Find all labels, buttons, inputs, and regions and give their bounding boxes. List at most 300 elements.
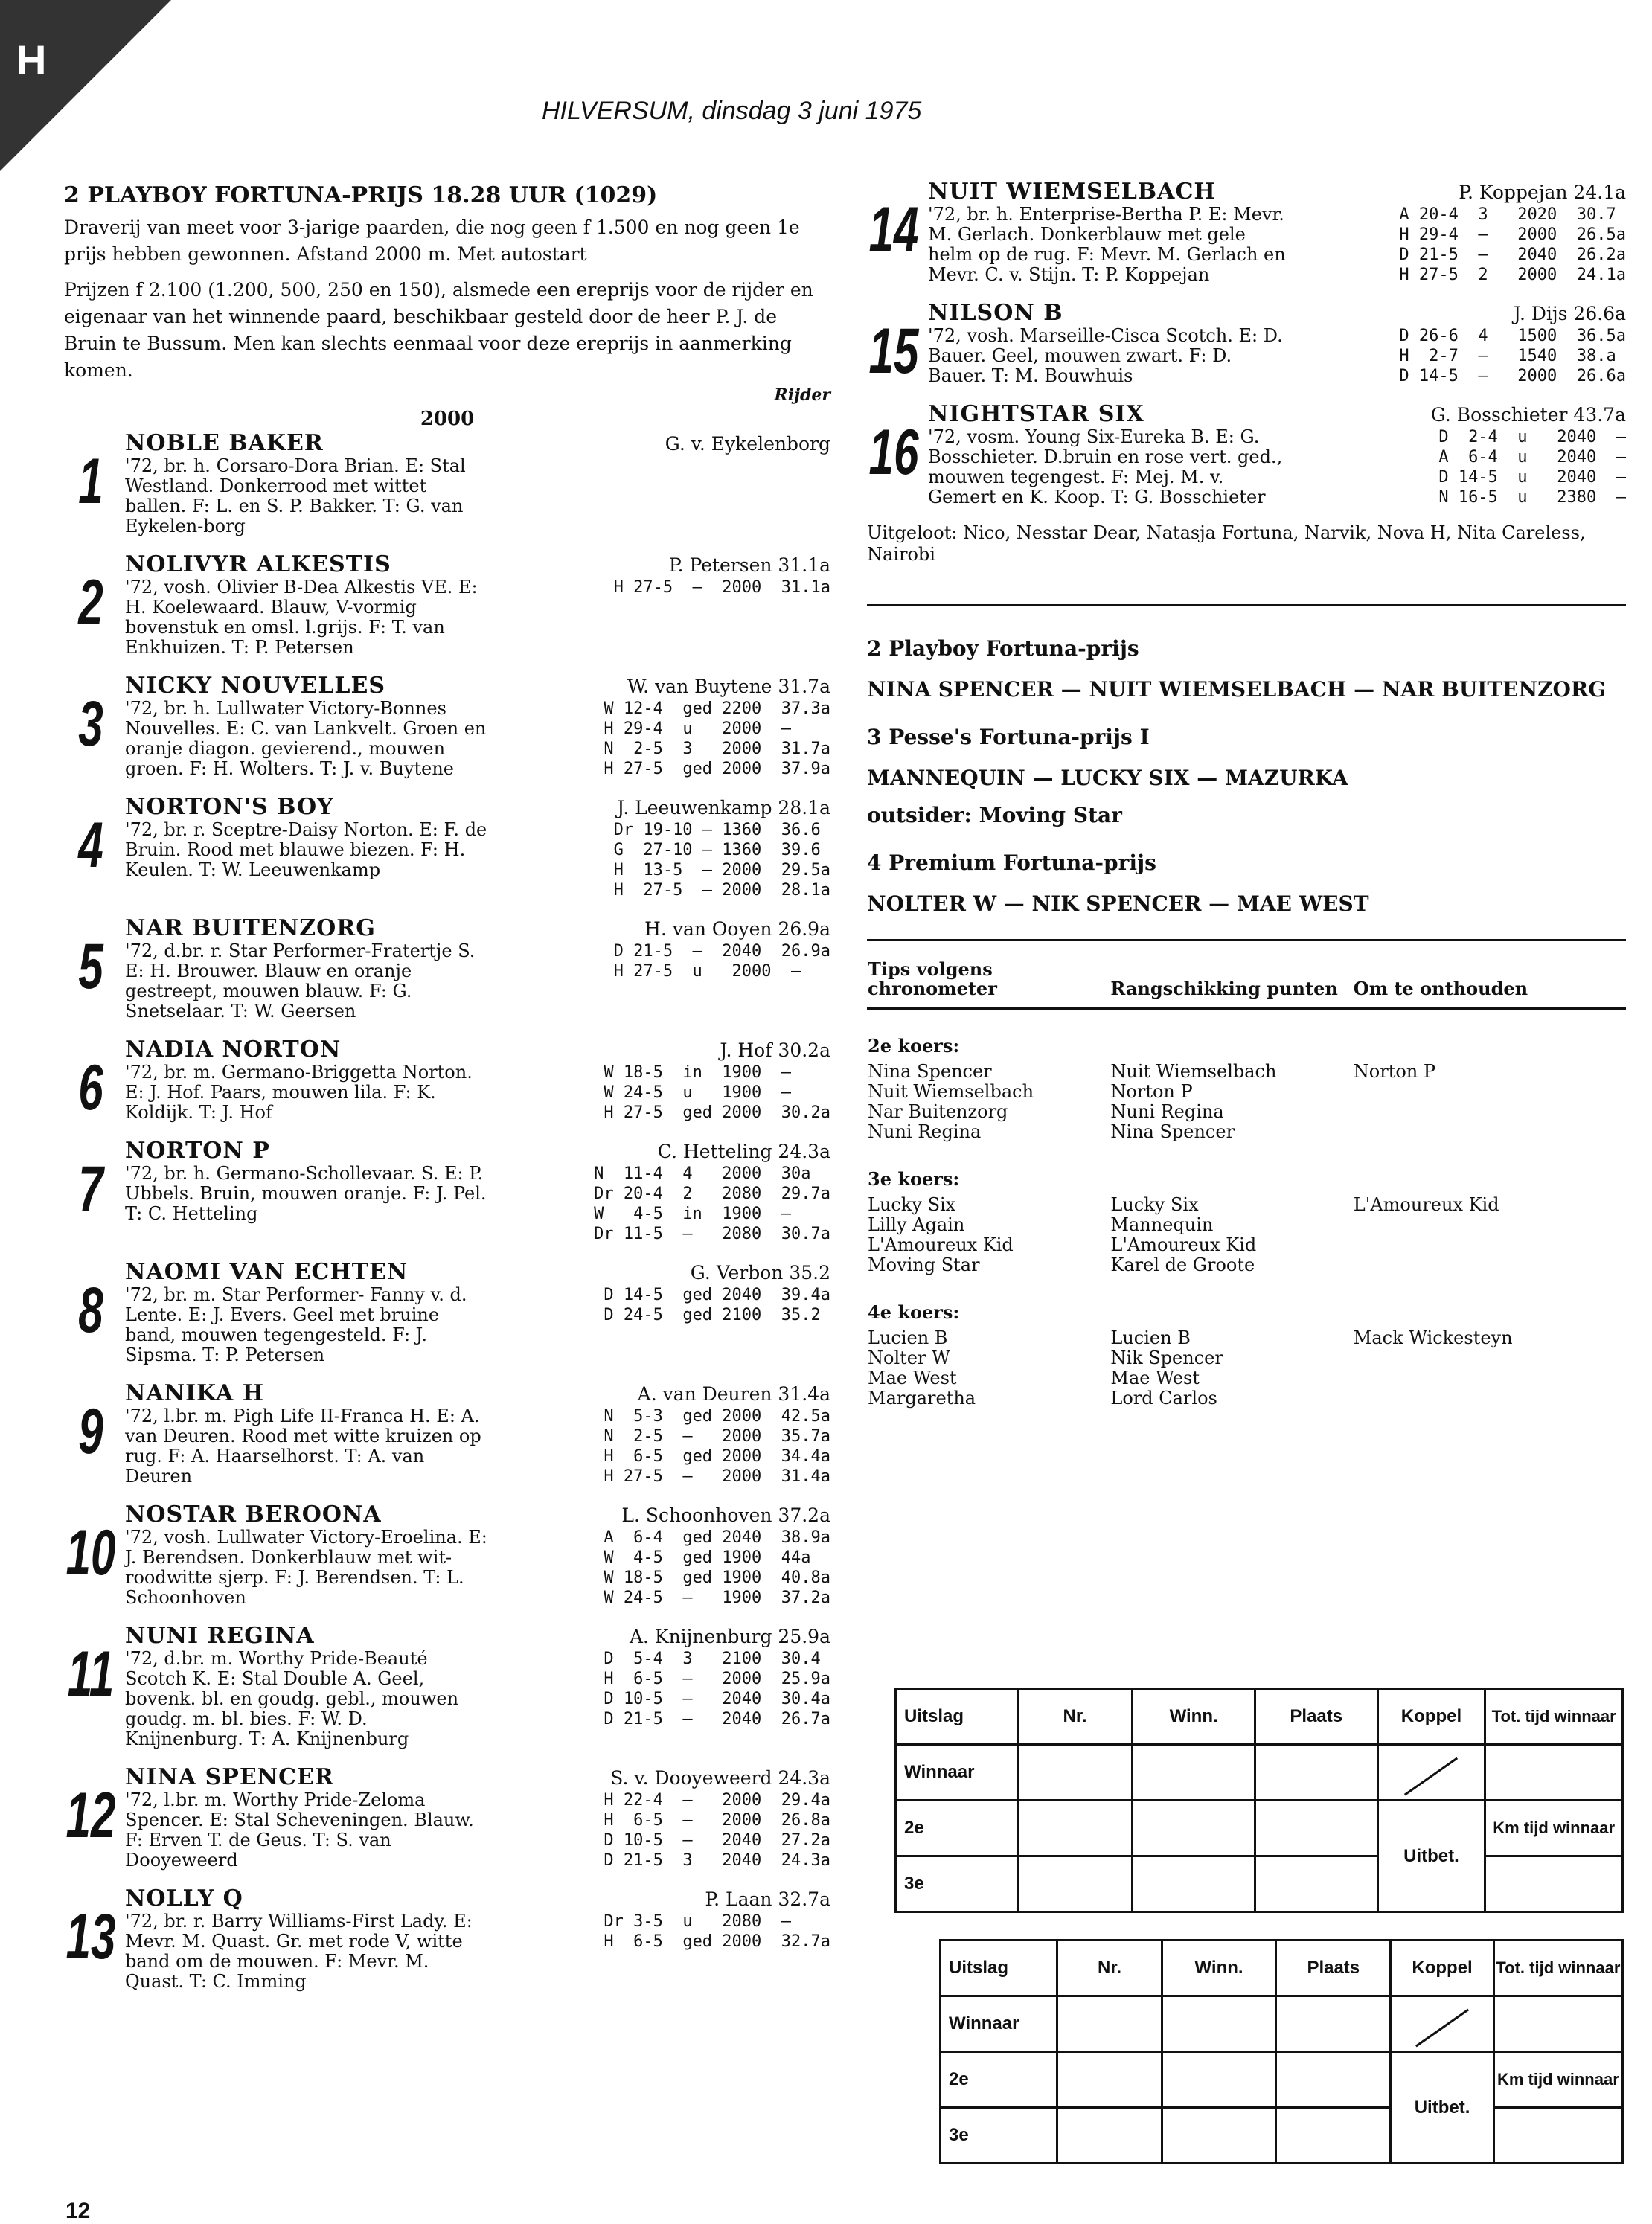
result-row-label: Winnaar	[896, 1745, 1018, 1801]
tip-outsider: outsider: Moving Star	[867, 803, 1122, 827]
horse-name: NORTON'S BOY	[125, 794, 334, 820]
performance-line: W 12-4 ged 2200 37.3a	[604, 699, 830, 718]
result-empty-cell	[1255, 1856, 1377, 1912]
rider-name: A. Knijnenburg 25.9a	[629, 1626, 830, 1647]
tips-col-chrono: Tips volgens chronometer	[867, 959, 1110, 1009]
horse-entry	[64, 1380, 830, 1487]
koers-row	[867, 1327, 1626, 1409]
result-row-label: 2e	[941, 2052, 1057, 2108]
performance-line: H 27-5 ged 2000 37.9a	[604, 760, 830, 778]
result-empty-cell	[1276, 1996, 1391, 2052]
horse-name: NADIA NORTON	[125, 1036, 342, 1063]
horse-name: NUNI REGINA	[125, 1623, 315, 1649]
right-column	[867, 179, 1626, 1409]
result-empty-cell	[1057, 2108, 1162, 2164]
slash-mark	[1404, 1757, 1458, 1796]
entry-header	[125, 1502, 830, 1528]
onthouden-tip: L'Amoureux Kid	[1353, 1194, 1499, 1215]
tips-col-punten: Rangschikking punten	[1110, 959, 1352, 1009]
performance-line: A 6-4 u 2040 —	[1438, 448, 1626, 467]
horse-description: '72, l.br. m. Worthy Pride-Zeloma Spencer. E: Stal Scheveningen. Blauw. F: Erven T. de Geus. T: S. van Dooyeweerd	[125, 1789, 474, 1871]
horse-entry	[64, 430, 830, 536]
entry-number: 7	[78, 1153, 103, 1225]
performance-line: H 22-4 — 2000 29.4a	[604, 1791, 830, 1810]
onthouden-tip: Mack Wickesteyn	[1353, 1327, 1513, 1348]
entry-body	[928, 326, 1626, 386]
performance-list	[604, 1406, 830, 1487]
tip-name: Nar Buitenzorg	[868, 1101, 1008, 1122]
result-empty-cell	[1276, 2052, 1391, 2108]
page-header: HILVERSUM, dinsdag 3 juni 1975	[542, 97, 922, 125]
koppel-slash-cell	[1391, 1996, 1493, 2052]
performance-list	[1399, 326, 1626, 386]
tip-name: Lilly Again	[868, 1214, 965, 1235]
km-tijd-label: Km tijd winnaar	[1485, 1801, 1623, 1856]
performance-line: D 21-5 — 2040 26.7a	[604, 1710, 830, 1728]
koers-label-row	[867, 1143, 1626, 1194]
horse-name: NAR BUITENZORG	[125, 915, 376, 941]
horse-description: '72, vosh. Lullwater Victory-Eroelina. E: J. Berendsen. Donkerblauw met wit-roodwitte sjerp. F: J. Berendsen. T: L. Schoonhoven	[125, 1527, 487, 1608]
result-header-cell: Nr.	[1057, 1941, 1162, 1996]
performance-line: H 6-5 ged 2000 32.7a	[604, 1932, 830, 1951]
entry-number: 8	[78, 1275, 103, 1346]
performance-line: H 13-5 — 2000 29.5a	[613, 861, 830, 879]
performance-list	[614, 941, 830, 1022]
tips-table-header	[867, 959, 1626, 1009]
performance-list	[604, 699, 830, 779]
rider-name: G. Bosschieter 43.7a	[1430, 404, 1626, 426]
entry-header	[125, 1138, 830, 1164]
horse-entry	[64, 1138, 830, 1244]
horse-description: '72, vosm. Young Six-Eureka B. E: G. Bosschieter. D.bruin en rose vert. ged., mouwen tegengest. F: Mej. M. v. Gemert en K. Koop. T: G. Bosschieter	[928, 426, 1283, 507]
entries-list-right	[867, 179, 1626, 507]
rijder-label: Rijder	[774, 385, 830, 405]
koers-row	[867, 1061, 1626, 1143]
result-empty-cell	[1162, 1996, 1275, 2052]
horse-description: '72, br. h. Germano-Schollevaar. S. E: P. Ubbels. Bruin, mouwen oranje. F: J. Pel. T: C. Hetteling	[125, 1163, 487, 1224]
result-empty-cell	[1133, 1856, 1255, 1912]
divider	[867, 604, 1626, 606]
entry-header	[125, 1764, 830, 1790]
race-title: 2 PLAYBOY FORTUNA-PRIJS 18.28 UUR (1029)	[64, 182, 658, 208]
horse-description: '72, br. m. Star Performer- Fanny v. d. Lente. E: J. Evers. Geel met bruine band, mouwen tegengesteld. F: J. Sipsma. T: P. Petersen	[125, 1284, 467, 1365]
slash-mark	[1415, 2009, 1469, 2048]
performance-line: D 24-5 ged 2100 35.2	[604, 1306, 821, 1324]
rider-name: P. Petersen 31.1a	[668, 554, 830, 576]
tip-name: Lucien B	[868, 1327, 948, 1348]
horse-description: '72, br. h. Lullwater Victory-Bonnes Nouvelles. E: C. van Lankvelt. Groen en oranje diagon. gevierend., mouwen groen. F: H. Wolters. T: J. v. Buytene	[125, 698, 487, 779]
result-empty-cell	[1485, 1856, 1623, 1912]
performance-line: D 21-5 — 2040 26.9a	[613, 942, 830, 961]
performance-list	[614, 820, 830, 900]
horse-name: NOLIVYR ALKESTIS	[125, 551, 391, 577]
result-row	[896, 1745, 1623, 1801]
performance-line: H 27-5 — 2000 28.1a	[613, 881, 830, 900]
result-row	[941, 2052, 1623, 2108]
result-row-label: 3e	[941, 2108, 1057, 2164]
entry-number: 16	[868, 417, 919, 488]
tips-table-body	[867, 1009, 1626, 1410]
race-intro	[64, 214, 830, 384]
horse-description: '72, d.br. r. Star Performer-Fratertje S. E: H. Brouwer. Blauw en oranje gestreept, mouwen blauw. F: G. Snetselaar. T: W. Geersen	[125, 940, 476, 1022]
horse-name: NICKY NOUVELLES	[125, 673, 386, 699]
result-row	[941, 2108, 1623, 2164]
koers-label: 2e koers:	[868, 1035, 960, 1057]
tip-name: Margaretha	[868, 1388, 976, 1409]
horse-entry	[64, 673, 830, 779]
performance-list	[604, 1528, 830, 1608]
horse-name: NILSON B	[928, 300, 1063, 326]
performance-line: H 6-5 ged 2000 34.4a	[604, 1447, 830, 1466]
tip-name: Lucky Six	[868, 1194, 956, 1215]
rider-name: L. Schoonhoven 37.2a	[621, 1504, 830, 1526]
performance-line: W 24-5 u 1900 —	[604, 1083, 792, 1102]
result-header-cell: Koppel	[1377, 1689, 1485, 1745]
left-column	[64, 182, 830, 2007]
horse-entry	[64, 1885, 830, 1992]
tip-name: Lord Carlos	[1110, 1388, 1217, 1409]
horse-description: '72, d.br. m. Worthy Pride-Beauté Scotch K. E: Stal Double A. Geel, bovenk. bl. en goudg. gebl., mouwen goudg. m. bl. bies. F: W. D. Knijnenburg. T: A. Knijnenburg	[125, 1648, 459, 1749]
horse-name: NANIKA H	[125, 1380, 265, 1406]
result-empty-cell	[1485, 1745, 1623, 1801]
rider-name: P. Laan 32.7a	[705, 1888, 830, 1910]
tip-name: L'Amoureux Kid	[868, 1234, 1014, 1255]
result-empty-cell	[1255, 1745, 1377, 1801]
koers-label-row	[867, 1276, 1626, 1327]
result-header-cell: Nr.	[1017, 1689, 1133, 1745]
performance-line: W 18-5 ged 1900 40.8a	[604, 1568, 830, 1587]
result-header-cell: Plaats	[1276, 1941, 1391, 1996]
entry-body	[125, 1164, 830, 1244]
chrono-tips	[867, 1194, 1110, 1276]
horse-description: '72, br. m. Germano-Briggetta Norton. E: J. Hof. Paars, mouwen lila. F: K. Koldijk. T: J. Hof	[125, 1062, 473, 1123]
performance-line: Dr 19-10 — 1360 36.6	[613, 821, 821, 839]
entry-number: 1	[78, 446, 103, 517]
result-empty-cell	[1017, 1745, 1133, 1801]
tip-race-picks: NINA SPENCER — NUIT WIEMSELBACH — NAR BUITENZORG	[867, 677, 1607, 702]
entries-list	[64, 430, 830, 1992]
tips-col-onthouden: Om te onthouden	[1353, 959, 1626, 1009]
performance-line: H 27-5 — 2000 31.1a	[613, 578, 830, 597]
result-header-cell: Winn.	[1162, 1941, 1275, 1996]
tip-name: Nuit Wiemselbach	[1110, 1061, 1277, 1082]
performance-line: Dr 20-4 2 2080 29.7a	[594, 1185, 830, 1203]
performance-line: Dr 3-5 u 2080 —	[604, 1912, 792, 1931]
entry-header	[928, 179, 1626, 205]
koers-row	[867, 1194, 1626, 1276]
horse-name: NOSTAR BEROONA	[125, 1502, 382, 1528]
horse-name: NAOMI VAN ECHTEN	[125, 1259, 409, 1285]
punten-tips	[1110, 1194, 1352, 1276]
performance-line: H 27-5 u 2000 —	[613, 962, 801, 981]
entry-body	[125, 1911, 830, 1992]
horse-entry	[64, 1502, 830, 1608]
tip-name: Karel de Groote	[1110, 1254, 1255, 1275]
result-row	[941, 1996, 1623, 2052]
entry-body	[125, 1285, 830, 1365]
tip-name: Nina Spencer	[1110, 1121, 1235, 1142]
result-empty-cell	[1162, 2052, 1275, 2108]
result-table-1	[894, 1688, 1624, 1913]
corner-tab	[0, 0, 171, 171]
entry-header	[125, 794, 830, 820]
uitgeloot-text: Uitgeloot: Nico, Nesstar Dear, Natasja Fortuna, Narvik, Nova H, Nita Careless, Nairobi	[867, 522, 1586, 565]
performance-line: D 10-5 — 2040 30.4a	[604, 1690, 830, 1708]
tips-table	[867, 959, 1626, 1409]
rider-name: J. Leeuwenkamp 28.1a	[617, 797, 830, 818]
entry-body	[125, 820, 830, 900]
result-empty-cell	[1057, 2052, 1162, 2108]
tip-name: Nuit Wiemselbach	[868, 1081, 1034, 1102]
tip-name: Lucky Six	[1110, 1194, 1199, 1215]
tip-name: Nuni Regina	[1110, 1101, 1224, 1122]
koers-label: 3e koers:	[868, 1168, 960, 1190]
performance-line: H 27-5 ged 2000 30.2a	[604, 1103, 830, 1122]
performance-line: N 5-3 ged 2000 42.5a	[604, 1407, 830, 1426]
performance-line: H 27-5 — 2000 31.4a	[604, 1467, 830, 1486]
entry-header	[125, 430, 830, 456]
result-header-cell: Uitslag	[896, 1689, 1018, 1745]
performance-line: D 14-5 — 2000 26.6a	[1399, 367, 1626, 385]
result-header-row	[941, 1941, 1623, 1996]
entry-body	[125, 1790, 830, 1871]
rider-name: W. van Buytene 31.7a	[627, 676, 830, 697]
entry-number: 3	[78, 688, 103, 760]
tip-name: Mae West	[1110, 1368, 1200, 1388]
result-empty-cell	[1493, 1996, 1622, 2052]
horse-entry	[64, 915, 830, 1022]
performance-line: N 16-5 u 2380 —	[1438, 488, 1626, 507]
entry-header	[125, 551, 830, 577]
page-number: 12	[65, 2199, 91, 2223]
performance-line: H 6-5 — 2000 26.8a	[604, 1811, 830, 1830]
performance-line: N 2-5 3 2000 31.7a	[604, 740, 830, 758]
performance-line: D 21-5 3 2040 24.3a	[604, 1851, 830, 1870]
entry-number: 4	[78, 810, 103, 881]
tip-name: Nuni Regina	[868, 1121, 982, 1142]
performance-line: H 27-5 2 2000 24.1a	[1399, 266, 1626, 284]
entry-header	[928, 300, 1626, 326]
tip-name: Moving Star	[868, 1254, 980, 1275]
performance-line: H 29-4 u 2000 —	[604, 720, 792, 738]
performance-line: N 2-5 — 2000 35.7a	[604, 1427, 830, 1446]
entry-header	[125, 1885, 830, 1911]
performance-line: G 27-10 — 1360 39.6	[613, 841, 821, 859]
performance-line: H 6-5 — 2000 25.9a	[604, 1670, 830, 1688]
corner-letter: H	[16, 36, 47, 83]
horse-entry	[64, 1764, 830, 1871]
result-row	[896, 1801, 1623, 1856]
horse-entry	[64, 1623, 830, 1749]
result-empty-cell	[1255, 1801, 1377, 1856]
horse-description: '72, vosh. Olivier B-Dea Alkestis VE. E: H. Koelewaard. Blauw, V-vormig bovenstuk en omsl. l.grijs. F: T. van Enkhuizen. T: P. Petersen	[125, 577, 478, 658]
horse-name: NOLLY Q	[125, 1885, 243, 1911]
result-row	[896, 1856, 1623, 1912]
result-empty-cell	[1162, 2108, 1275, 2164]
performance-list	[614, 577, 830, 658]
performance-line: H 29-4 — 2000 26.5a	[1399, 225, 1626, 244]
horse-entry	[64, 551, 830, 658]
horse-entry	[64, 1036, 830, 1123]
uitbet-label: Uitbet.	[1391, 2052, 1493, 2164]
performance-line: D 26-6 4 1500 36.5a	[1399, 327, 1626, 345]
chrono-tips	[867, 1061, 1110, 1143]
performance-list	[604, 1790, 830, 1871]
performance-list	[604, 1285, 830, 1365]
tip-name: Nolter W	[868, 1347, 950, 1368]
result-row-label: 2e	[896, 1801, 1018, 1856]
horse-description: '72, l.br. m. Pigh Life II-Franca H. E: A. van Deuren. Rood met witte kruizen op rug. F: A. Haarselhorst. T: A. van Deuren	[125, 1406, 481, 1487]
result-empty-cell	[1017, 1801, 1133, 1856]
entry-body	[928, 205, 1626, 285]
tip-name: Mannequin	[1110, 1214, 1214, 1235]
performance-line: D 5-4 3 2100 30.4	[604, 1650, 821, 1668]
horse-description: '72, br. h. Enterprise-Bertha P. E: Mevr. M. Gerlach. Donkerblauw met gele helm op de rug. F: Mevr. M. Gerlach en Mevr. C. v. Stijn. T: P. Koppejan	[928, 204, 1286, 285]
horse-name: NORTON P	[125, 1138, 270, 1164]
tip-race-picks: MANNEQUIN — LUCKY SIX — MAZURKA	[867, 766, 1348, 790]
horse-entry	[64, 1259, 830, 1365]
horse-description: '72, vosh. Marseille-Cisca Scotch. E: D. Bauer. Geel, mouwen zwart. F: D. Bauer. T: M. Bouwhuis	[928, 325, 1283, 386]
performance-line: A 6-4 ged 2040 38.9a	[604, 1528, 830, 1547]
performance-line: W 24-5 — 1900 37.2a	[604, 1589, 830, 1607]
horse-description: '72, br. h. Corsaro-Dora Brian. E: Stal Westland. Donkerrood met wittet ballen. F: L. en S. P. Bakker. T: G. van Eykelen-borg	[125, 455, 466, 536]
horse-entry	[867, 300, 1626, 386]
tip-race-label: 4 Premium Fortuna-prijs	[867, 850, 1156, 875]
chrono-tips	[867, 1327, 1110, 1409]
koers-label-row	[867, 1009, 1626, 1062]
rider-name: J. Hof 30.2a	[720, 1039, 830, 1061]
result-row-label: 3e	[896, 1856, 1018, 1912]
rider-name: G. Verbon 35.2	[690, 1262, 830, 1284]
entry-body	[125, 941, 830, 1022]
distance-label: 2000	[420, 408, 475, 430]
tip-name: Nik Spencer	[1110, 1347, 1223, 1368]
koppel-slash-cell	[1377, 1745, 1485, 1801]
punten-tips	[1110, 1061, 1352, 1143]
performance-list	[604, 1911, 830, 1992]
horse-name: NINA SPENCER	[125, 1764, 334, 1790]
performance-line: A 20-4 3 2020 30.7	[1399, 205, 1616, 224]
horse-name: NIGHTSTAR SIX	[928, 401, 1144, 427]
rider-name: C. Hetteling 24.3a	[657, 1141, 830, 1162]
performance-list	[1399, 205, 1626, 285]
result-table-2	[939, 1939, 1624, 2164]
performance-list	[594, 1164, 830, 1244]
entry-header	[125, 1259, 830, 1285]
horse-description: '72, br. r. Barry Williams-First Lady. E: Mevr. M. Quast. Gr. met rode V, witte band om de mouwen. F: Mevr. M. Quast. T: C. Imming	[125, 1911, 473, 1992]
entry-header	[125, 1623, 830, 1649]
result-row-label: Winnaar	[941, 1996, 1057, 2052]
tips-section	[867, 636, 1626, 918]
performance-list	[604, 1649, 830, 1749]
entry-header	[125, 1380, 830, 1406]
rider-name: H. van Ooyen 26.9a	[644, 918, 830, 940]
entry-body	[928, 427, 1626, 507]
tip-name: Lucien B	[1110, 1327, 1191, 1348]
entry-number: 6	[78, 1052, 103, 1124]
entry-body	[125, 1063, 830, 1123]
entry-number: 2	[78, 567, 103, 638]
entry-number: 14	[868, 194, 919, 266]
entry-body	[125, 456, 830, 536]
horse-description: '72, br. r. Sceptre-Daisy Norton. E: F. de Bruin. Rood met blauwe biezen. F: H. Keulen. T: W. Leeuwenkamp	[125, 819, 487, 880]
performance-list	[1438, 427, 1626, 507]
entry-number: 15	[868, 315, 919, 387]
rider-name: G. v. Eykelenborg	[665, 433, 830, 455]
result-header-cell: Winn.	[1133, 1689, 1255, 1745]
result-empty-cell	[1276, 2108, 1391, 2164]
onthouden-tip: Norton P	[1353, 1061, 1436, 1082]
horse-entry	[64, 794, 830, 900]
entry-number: 12	[65, 1780, 116, 1851]
performance-line: Dr 11-5 — 2080 30.7a	[594, 1225, 830, 1243]
result-empty-cell	[1057, 1996, 1162, 2052]
entry-header	[125, 1036, 830, 1063]
tip-name: Norton P	[1110, 1081, 1193, 1102]
entry-body	[125, 1528, 830, 1608]
entry-header	[928, 401, 1626, 427]
entry-number: 13	[65, 1901, 116, 1973]
horse-name: NOBLE BAKER	[125, 430, 324, 456]
horse-entry	[867, 401, 1626, 507]
result-header-row	[896, 1689, 1623, 1745]
km-tijd-label: Km tijd winnaar	[1493, 2052, 1622, 2108]
entry-number: 5	[78, 931, 103, 1002]
performance-line: D 14-5 u 2040 —	[1438, 468, 1626, 487]
performance-line: W 18-5 in 1900 —	[604, 1063, 792, 1082]
performance-line: D 2-4 u 2040 —	[1438, 428, 1626, 446]
tip-race-picks: NOLTER W — NIK SPENCER — MAE WEST	[867, 891, 1369, 916]
uitbet-label: Uitbet.	[1377, 1801, 1485, 1912]
result-empty-cell	[1017, 1856, 1133, 1912]
race-conditions: Draverij van meet voor 3-jarige paarden, die nog geen f 1.500 en nog geen 1e prijs hebben gewonnen. Afstand 2000 m. Met autostart	[64, 217, 800, 265]
rider-name: J. Dijs 26.6a	[1513, 303, 1626, 324]
performance-line: W 4-5 in 1900 —	[594, 1205, 792, 1223]
divider	[867, 939, 1626, 941]
rider-name: P. Koppejan 24.1a	[1459, 182, 1626, 203]
entry-body	[125, 1649, 830, 1749]
race-prizes: Prijzen f 2.100 (1.200, 500, 250 en 150), alsmede een ereprijs voor de rijder en eigenaar van het winnende paard, beschikbaar gesteld door de heer P. J. de Bruin te Bussum. Men kan slechts eenmaal voor deze ereprijs in aanmerking komen.	[64, 279, 813, 381]
performance-line: H 2-7 — 1540 38.a	[1399, 347, 1616, 365]
horse-entry	[867, 179, 1626, 285]
entry-number: 11	[67, 1638, 115, 1710]
result-empty-cell	[1493, 2108, 1622, 2164]
performance-line: W 4-5 ged 1900 44a	[604, 1548, 811, 1567]
tip-race-label: 2 Playboy Fortuna-prijs	[867, 636, 1139, 661]
entry-number: 10	[65, 1517, 116, 1589]
tip-name: L'Amoureux Kid	[1110, 1234, 1257, 1255]
tip-name: Mae West	[868, 1368, 957, 1388]
tip-name: Nina Spencer	[868, 1061, 992, 1082]
tip-race-label: 3 Pesse's Fortuna-prijs I	[867, 725, 1150, 749]
entry-body	[125, 699, 830, 779]
result-header-cell: Plaats	[1255, 1689, 1377, 1745]
result-empty-cell	[1133, 1801, 1255, 1856]
entry-number: 9	[78, 1396, 103, 1467]
entry-header	[125, 915, 830, 941]
result-header-cell: Koppel	[1391, 1941, 1493, 1996]
performance-line: D 10-5 — 2040 27.2a	[604, 1831, 830, 1850]
performance-line: N 11-4 4 2000 30a	[594, 1164, 811, 1183]
performance-line: D 21-5 — 2040 26.2a	[1399, 246, 1626, 264]
horse-name: NUIT WIEMSELBACH	[928, 179, 1216, 205]
result-header-cell: Uitslag	[941, 1941, 1057, 1996]
result-empty-cell	[1133, 1745, 1255, 1801]
result-header-cell: Tot. tijd winnaar	[1485, 1689, 1623, 1745]
rider-name: S. v. Dooyeweerd 24.3a	[610, 1767, 830, 1789]
entry-header	[125, 673, 830, 699]
punten-tips	[1110, 1327, 1352, 1409]
